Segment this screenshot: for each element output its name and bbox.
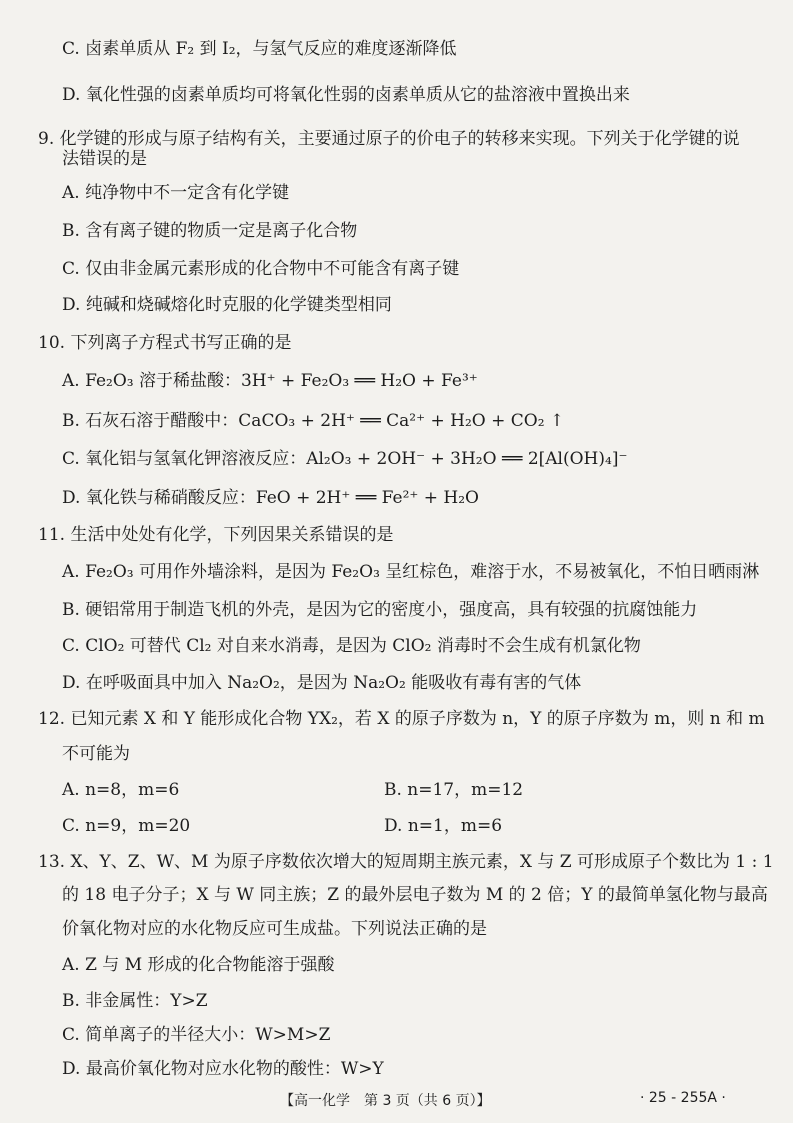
q9-stem-line2: 法错误的是	[62, 149, 147, 169]
q9-option-b: B. 含有离子键的物质一定是离子化合物	[62, 221, 358, 241]
q12-option-b: B. n=17，m=12	[384, 780, 524, 800]
q10-option-c: C. 氧化铝与氢氧化钾溶液反应：Al₂O₃ + 2OH⁻ + 3H₂O ══ 2[Al(OH)₄]⁻	[62, 449, 628, 469]
q11-option-c: C. ClO₂ 可替代 Cl₂ 对自来水消毒，是因为 ClO₂ 消毒时不会生成有机氯化物	[62, 636, 641, 656]
q10-option-d: D. 氧化铁与稀硝酸反应：FeO + 2H⁺ ══ Fe²⁺ + H₂O	[62, 488, 479, 508]
q11-option-b: B. 硬铝常用于制造飞机的外壳，是因为它的密度小，强度高，具有较强的抗腐蚀能力	[62, 600, 698, 620]
q12-option-a: A. n=8，m=6	[62, 780, 180, 800]
footer-page-label: 【高一化学 第 3 页（共 6 页）】	[280, 1093, 491, 1109]
q9-option-d: D. 纯碱和烧碱熔化时克服的化学键类型相同	[62, 295, 392, 315]
q8-option-d: D. 氧化性强的卤素单质均可将氧化性弱的卤素单质从它的盐溶液中置换出来	[62, 85, 630, 105]
q13-option-d: D. 最高价氧化物对应水化物的酸性：W>Y	[62, 1059, 384, 1079]
q10-stem: 10. 下列离子方程式书写正确的是	[38, 333, 292, 353]
q12-option-d: D. n=1，m=6	[384, 816, 503, 836]
q13-stem-line1: 13. X、Y、Z、W、M 为原子序数依次增大的短周期主族元素，X 与 Z 可形成原子个数比为 1 : 1	[38, 852, 774, 872]
q11-option-d: D. 在呼吸面具中加入 Na₂O₂，是因为 Na₂O₂ 能吸收有毒有害的气体	[62, 673, 582, 693]
q13-option-b: B. 非金属性：Y>Z	[62, 991, 208, 1011]
q9-option-a: A. 纯净物中不一定含有化学键	[62, 183, 290, 203]
q11-option-a: A. Fe₂O₃ 可用作外墙涂料，是因为 Fe₂O₃ 呈红棕色，难溶于水，不易被氧化，不怕日晒雨淋	[62, 562, 760, 582]
q12-stem-line1: 12. 已知元素 X 和 Y 能形成化合物 YX₂，若 X 的原子序数为 n，Y 的原子序数为 m，则 n 和 m	[38, 709, 765, 729]
q10-option-b: B. 石灰石溶于醋酸中：CaCO₃ + 2H⁺ ══ Ca²⁺ + H₂O + CO₂ ↑	[62, 411, 565, 431]
q12-stem-line2: 不可能为	[62, 744, 130, 764]
q13-stem-line2: 的 18 电子分子；X 与 W 同主族；Z 的最外层电子数为 M 的 2 倍；Y 的最简单氢化物与最高	[62, 885, 768, 905]
q9-option-c: C. 仅由非金属元素形成的化合物中不可能含有离子键	[62, 259, 460, 279]
q13-stem-line3: 价氧化物对应的水化物反应可生成盐。下列说法正确的是	[62, 919, 487, 939]
q9-stem-line1: 9. 化学键的形成与原子结构有关，主要通过原子的价电子的转移来实现。下列关于化学键的说	[38, 129, 740, 149]
q12-option-c: C. n=9，m=20	[62, 816, 191, 836]
footer-exam-code: · 25 - 255A ·	[640, 1090, 726, 1106]
q13-option-a: A. Z 与 M 形成的化合物能溶于强酸	[62, 955, 335, 975]
q8-option-c: C. 卤素单质从 F₂ 到 I₂，与氢气反应的难度逐渐降低	[62, 39, 457, 59]
q11-stem: 11. 生活中处处有化学，下列因果关系错误的是	[38, 525, 394, 545]
q10-option-a: A. Fe₂O₃ 溶于稀盐酸：3H⁺ + Fe₂O₃ ══ H₂O + Fe³⁺	[62, 371, 478, 391]
q13-option-c: C. 简单离子的半径大小：W>M>Z	[62, 1025, 331, 1045]
